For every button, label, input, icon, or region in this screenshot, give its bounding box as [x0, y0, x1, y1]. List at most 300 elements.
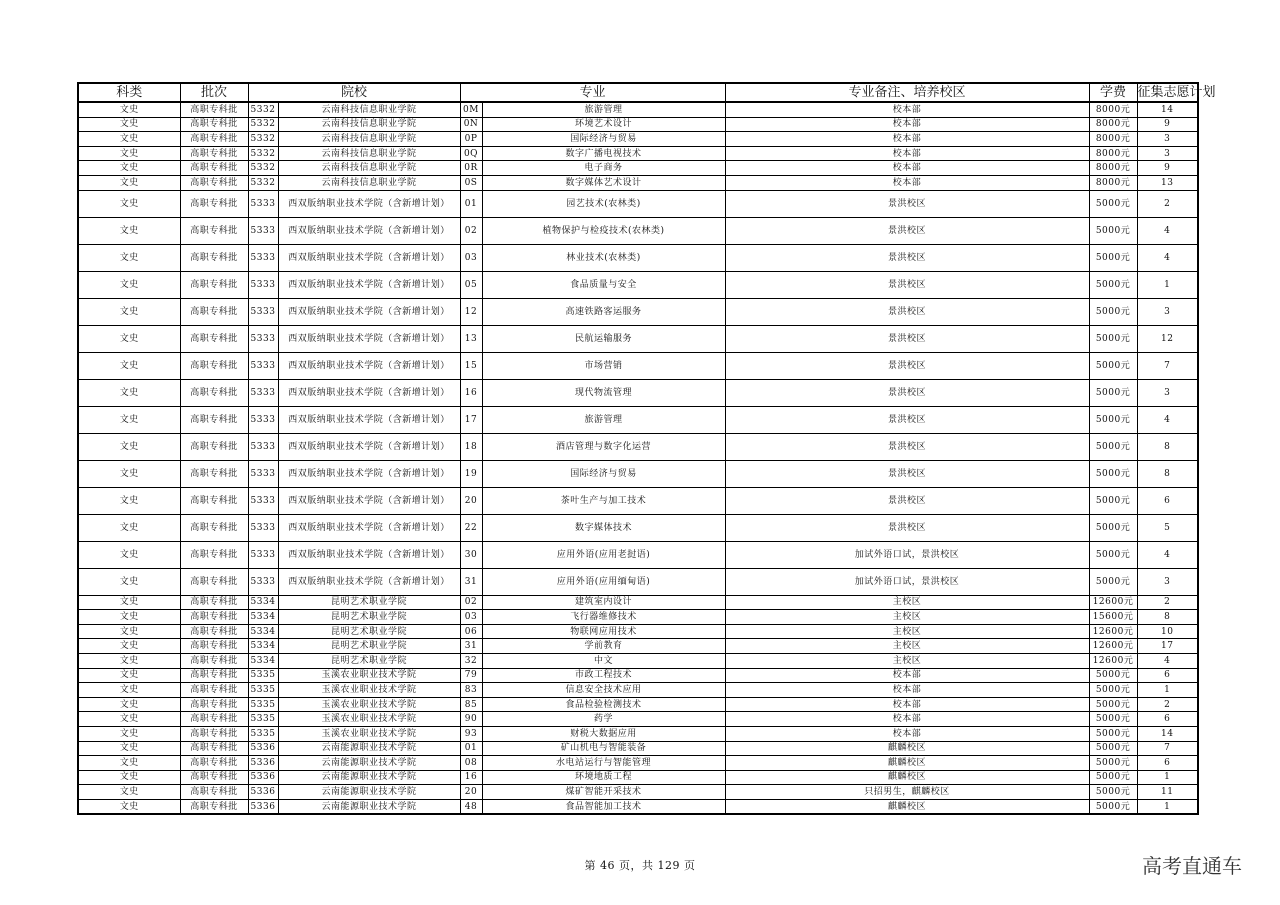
cell-school: 西双版纳职业技术学院（含新增计划） — [278, 298, 460, 325]
cell-school-code: 5332 — [248, 117, 278, 132]
cell-major: 电子商务 — [482, 161, 725, 176]
table-row — [78, 595, 1198, 610]
cell-subject: 文史 — [78, 610, 180, 625]
cell-subject: 文史 — [78, 697, 180, 712]
table-row — [78, 514, 1198, 541]
cell-batch: 高职专科批 — [180, 568, 248, 595]
header-batch: 批次 — [180, 83, 248, 102]
cell-school-code: 5335 — [248, 683, 278, 698]
cell-school: 西双版纳职业技术学院（含新增计划） — [278, 514, 460, 541]
cell-note: 加试外语口试，景洪校区 — [725, 541, 1089, 568]
cell-subject: 文史 — [78, 190, 180, 217]
cell-subject: 文史 — [78, 406, 180, 433]
cell-school: 玉溪农业职业技术学院 — [278, 726, 460, 741]
cell-note: 景洪校区 — [725, 406, 1089, 433]
cell-major: 旅游管理 — [482, 102, 725, 117]
table-row — [78, 161, 1198, 176]
cell-batch: 高职专科批 — [180, 217, 248, 244]
cell-major-code: 48 — [460, 799, 482, 814]
cell-major: 现代物流管理 — [482, 379, 725, 406]
cell-batch: 高职专科批 — [180, 683, 248, 698]
cell-school: 玉溪农业职业技术学院 — [278, 668, 460, 683]
cell-school-code: 5333 — [248, 379, 278, 406]
cell-subject: 文史 — [78, 726, 180, 741]
cell-school-code: 5332 — [248, 102, 278, 117]
cell-major: 应用外语(应用老挝语) — [482, 541, 725, 568]
cell-school: 西双版纳职业技术学院（含新增计划） — [278, 325, 460, 352]
cell-subject: 文史 — [78, 102, 180, 117]
cell-subject: 文史 — [78, 668, 180, 683]
cell-note: 校本部 — [725, 175, 1089, 190]
cell-plan: 2 — [1137, 697, 1198, 712]
cell-school-code: 5336 — [248, 799, 278, 814]
table-row — [78, 785, 1198, 800]
cell-batch: 高职专科批 — [180, 379, 248, 406]
cell-note: 景洪校区 — [725, 460, 1089, 487]
cell-major-code: 20 — [460, 785, 482, 800]
table-row — [78, 741, 1198, 756]
cell-school-code: 5333 — [248, 271, 278, 298]
table-row — [78, 433, 1198, 460]
table-row — [78, 610, 1198, 625]
table-row — [78, 624, 1198, 639]
table-row — [78, 190, 1198, 217]
cell-fee: 5000元 — [1089, 568, 1137, 595]
cell-plan: 8 — [1137, 433, 1198, 460]
cell-note: 麒麟校区 — [725, 799, 1089, 814]
table-row — [78, 325, 1198, 352]
table-row — [78, 541, 1198, 568]
cell-fee: 5000元 — [1089, 741, 1137, 756]
cell-major: 酒店管理与数字化运营 — [482, 433, 725, 460]
cell-major-code: 93 — [460, 726, 482, 741]
cell-school: 云南能源职业技术学院 — [278, 770, 460, 785]
cell-major: 中文 — [482, 653, 725, 668]
cell-major: 飞行器维修技术 — [482, 610, 725, 625]
cell-plan: 7 — [1137, 741, 1198, 756]
cell-fee: 8000元 — [1089, 161, 1137, 176]
cell-batch: 高职专科批 — [180, 102, 248, 117]
table-row — [78, 697, 1198, 712]
cell-school-code: 5333 — [248, 190, 278, 217]
cell-plan: 6 — [1137, 668, 1198, 683]
cell-school-code: 5334 — [248, 610, 278, 625]
header-school: 院校 — [248, 83, 460, 102]
cell-school-code: 5333 — [248, 541, 278, 568]
cell-note: 景洪校区 — [725, 244, 1089, 271]
cell-plan: 6 — [1137, 487, 1198, 514]
cell-fee: 5000元 — [1089, 756, 1137, 771]
cell-fee: 5000元 — [1089, 325, 1137, 352]
watermark-logo-text: 高考直通车 — [1142, 854, 1242, 878]
cell-school-code: 5332 — [248, 175, 278, 190]
cell-subject: 文史 — [78, 653, 180, 668]
cell-subject: 文史 — [78, 217, 180, 244]
cell-batch: 高职专科批 — [180, 298, 248, 325]
cell-batch: 高职专科批 — [180, 175, 248, 190]
cell-school: 西双版纳职业技术学院（含新增计划） — [278, 568, 460, 595]
table-row — [78, 406, 1198, 433]
table-row — [78, 217, 1198, 244]
header-plan: 征集志愿计划 — [1137, 85, 1216, 100]
cell-plan: 12 — [1137, 325, 1198, 352]
cell-major-code: 85 — [460, 697, 482, 712]
cell-subject: 文史 — [78, 624, 180, 639]
cell-major-code: 0P — [460, 132, 482, 147]
table-row — [78, 726, 1198, 741]
cell-fee: 8000元 — [1089, 102, 1137, 117]
table-row — [78, 756, 1198, 771]
cell-fee: 5000元 — [1089, 799, 1137, 814]
cell-batch: 高职专科批 — [180, 433, 248, 460]
cell-plan: 5 — [1137, 514, 1198, 541]
cell-note: 景洪校区 — [725, 298, 1089, 325]
cell-major: 林业技术(农林类) — [482, 244, 725, 271]
cell-batch: 高职专科批 — [180, 726, 248, 741]
cell-major-code: 16 — [460, 379, 482, 406]
table-row — [78, 132, 1198, 147]
table-header-row — [78, 83, 1198, 102]
cell-fee: 5000元 — [1089, 514, 1137, 541]
cell-plan: 7 — [1137, 352, 1198, 379]
cell-school: 西双版纳职业技术学院（含新增计划） — [278, 406, 460, 433]
table-row — [78, 653, 1198, 668]
cell-subject: 文史 — [78, 117, 180, 132]
cell-school: 西双版纳职业技术学院（含新增计划） — [278, 271, 460, 298]
cell-plan: 9 — [1137, 161, 1198, 176]
cell-note: 景洪校区 — [725, 379, 1089, 406]
cell-subject: 文史 — [78, 244, 180, 271]
cell-fee: 5000元 — [1089, 683, 1137, 698]
cell-subject: 文史 — [78, 325, 180, 352]
cell-note: 校本部 — [725, 161, 1089, 176]
table-row — [78, 799, 1198, 814]
cell-fee: 8000元 — [1089, 132, 1137, 147]
cell-major-code: 18 — [460, 433, 482, 460]
cell-fee: 8000元 — [1089, 117, 1137, 132]
cell-plan: 13 — [1137, 175, 1198, 190]
cell-note: 校本部 — [725, 726, 1089, 741]
cell-fee: 12600元 — [1089, 595, 1137, 610]
cell-major-code: 30 — [460, 541, 482, 568]
cell-batch: 高职专科批 — [180, 146, 248, 161]
cell-plan: 3 — [1137, 568, 1198, 595]
cell-batch: 高职专科批 — [180, 741, 248, 756]
cell-school-code: 5335 — [248, 697, 278, 712]
cell-major: 矿山机电与智能装备 — [482, 741, 725, 756]
cell-subject: 文史 — [78, 271, 180, 298]
cell-school-code: 5336 — [248, 756, 278, 771]
cell-batch: 高职专科批 — [180, 770, 248, 785]
cell-batch: 高职专科批 — [180, 244, 248, 271]
table-row — [78, 244, 1198, 271]
cell-note: 麒麟校区 — [725, 770, 1089, 785]
cell-note: 校本部 — [725, 132, 1089, 147]
cell-fee: 12600元 — [1089, 624, 1137, 639]
cell-major: 建筑室内设计 — [482, 595, 725, 610]
cell-school-code: 5333 — [248, 406, 278, 433]
cell-school: 云南能源职业技术学院 — [278, 741, 460, 756]
cell-note: 主校区 — [725, 653, 1089, 668]
cell-plan: 3 — [1137, 379, 1198, 406]
cell-major-code: 03 — [460, 610, 482, 625]
header-major: 专业 — [460, 83, 725, 102]
cell-subject: 文史 — [78, 568, 180, 595]
cell-plan: 2 — [1137, 190, 1198, 217]
cell-fee: 12600元 — [1089, 639, 1137, 654]
table-row — [78, 568, 1198, 595]
cell-note: 只招男生，麒麟校区 — [725, 785, 1089, 800]
cell-plan: 6 — [1137, 712, 1198, 727]
cell-fee: 5000元 — [1089, 460, 1137, 487]
table-row — [78, 712, 1198, 727]
table-row — [78, 175, 1198, 190]
cell-plan: 1 — [1137, 770, 1198, 785]
cell-major-code: 31 — [460, 568, 482, 595]
cell-major-code: 83 — [460, 683, 482, 698]
cell-major-code: 08 — [460, 756, 482, 771]
cell-school-code: 5335 — [248, 668, 278, 683]
cell-school-code: 5332 — [248, 146, 278, 161]
cell-school: 西双版纳职业技术学院（含新增计划） — [278, 352, 460, 379]
cell-major-code: 16 — [460, 770, 482, 785]
cell-note: 麒麟校区 — [725, 741, 1089, 756]
cell-batch: 高职专科批 — [180, 487, 248, 514]
cell-batch: 高职专科批 — [180, 271, 248, 298]
cell-fee: 8000元 — [1089, 146, 1137, 161]
cell-plan: 6 — [1137, 756, 1198, 771]
cell-note: 校本部 — [725, 683, 1089, 698]
cell-note: 景洪校区 — [725, 514, 1089, 541]
cell-batch: 高职专科批 — [180, 117, 248, 132]
cell-major-code: 22 — [460, 514, 482, 541]
cell-major: 食品智能加工技术 — [482, 799, 725, 814]
cell-plan: 11 — [1137, 785, 1198, 800]
table-row — [78, 352, 1198, 379]
cell-major: 学前教育 — [482, 639, 725, 654]
cell-major-code: 13 — [460, 325, 482, 352]
cell-school: 云南科技信息职业学院 — [278, 175, 460, 190]
header-note: 专业备注、培养校区 — [725, 83, 1089, 102]
table-row — [78, 298, 1198, 325]
cell-subject: 文史 — [78, 132, 180, 147]
cell-major: 国际经济与贸易 — [482, 460, 725, 487]
cell-plan: 3 — [1137, 146, 1198, 161]
cell-batch: 高职专科批 — [180, 639, 248, 654]
cell-fee: 5000元 — [1089, 726, 1137, 741]
cell-school-code: 5333 — [248, 433, 278, 460]
cell-batch: 高职专科批 — [180, 325, 248, 352]
cell-school: 西双版纳职业技术学院（含新增计划） — [278, 190, 460, 217]
cell-fee: 5000元 — [1089, 271, 1137, 298]
table-row — [78, 102, 1198, 117]
cell-major: 财税大数据应用 — [482, 726, 725, 741]
cell-subject: 文史 — [78, 460, 180, 487]
cell-school-code: 5334 — [248, 639, 278, 654]
cell-major: 茶叶生产与加工技术 — [482, 487, 725, 514]
table-row — [78, 683, 1198, 698]
cell-school-code: 5333 — [248, 217, 278, 244]
cell-note: 校本部 — [725, 712, 1089, 727]
cell-school-code: 5333 — [248, 460, 278, 487]
cell-school: 西双版纳职业技术学院（含新增计划） — [278, 541, 460, 568]
cell-subject: 文史 — [78, 352, 180, 379]
cell-fee: 5000元 — [1089, 379, 1137, 406]
cell-plan: 10 — [1137, 624, 1198, 639]
cell-note: 校本部 — [725, 102, 1089, 117]
cell-plan: 2 — [1137, 595, 1198, 610]
cell-subject: 文史 — [78, 175, 180, 190]
cell-note: 校本部 — [725, 117, 1089, 132]
cell-batch: 高职专科批 — [180, 514, 248, 541]
cell-note: 主校区 — [725, 639, 1089, 654]
cell-plan: 14 — [1137, 102, 1198, 117]
cell-note: 麒麟校区 — [725, 756, 1089, 771]
cell-plan: 1 — [1137, 683, 1198, 698]
cell-major: 煤矿智能开采技术 — [482, 785, 725, 800]
cell-major-code: 05 — [460, 271, 482, 298]
cell-major: 园艺技术(农林类) — [482, 190, 725, 217]
cell-school: 云南能源职业技术学院 — [278, 785, 460, 800]
cell-major: 民航运输服务 — [482, 325, 725, 352]
cell-note: 景洪校区 — [725, 352, 1089, 379]
cell-subject: 文史 — [78, 756, 180, 771]
cell-school: 西双版纳职业技术学院（含新增计划） — [278, 487, 460, 514]
cell-major: 物联网应用技术 — [482, 624, 725, 639]
cell-major-code: 06 — [460, 624, 482, 639]
page-number: 第 46 页，共 129 页 — [584, 859, 696, 872]
cell-major-code: 31 — [460, 639, 482, 654]
cell-major: 药学 — [482, 712, 725, 727]
cell-plan: 8 — [1137, 460, 1198, 487]
cell-major: 国际经济与贸易 — [482, 132, 725, 147]
cell-school-code: 5336 — [248, 770, 278, 785]
cell-plan: 1 — [1137, 799, 1198, 814]
cell-school-code: 5333 — [248, 298, 278, 325]
cell-batch: 高职专科批 — [180, 132, 248, 147]
cell-school: 玉溪农业职业技术学院 — [278, 697, 460, 712]
cell-major-code: 01 — [460, 741, 482, 756]
cell-school-code: 5336 — [248, 785, 278, 800]
cell-subject: 文史 — [78, 541, 180, 568]
cell-note: 主校区 — [725, 610, 1089, 625]
cell-subject: 文史 — [78, 595, 180, 610]
cell-major-code: 12 — [460, 298, 482, 325]
cell-plan: 14 — [1137, 726, 1198, 741]
cell-major: 食品质量与安全 — [482, 271, 725, 298]
cell-school: 玉溪农业职业技术学院 — [278, 683, 460, 698]
cell-subject: 文史 — [78, 770, 180, 785]
cell-subject: 文史 — [78, 785, 180, 800]
cell-school: 昆明艺术职业学院 — [278, 624, 460, 639]
cell-school: 玉溪农业职业技术学院 — [278, 712, 460, 727]
cell-school-code: 5333 — [248, 487, 278, 514]
table-row — [78, 460, 1198, 487]
cell-major-code: 19 — [460, 460, 482, 487]
cell-plan: 1 — [1137, 271, 1198, 298]
cell-major-code: 32 — [460, 653, 482, 668]
cell-school-code: 5334 — [248, 624, 278, 639]
cell-batch: 高职专科批 — [180, 190, 248, 217]
cell-plan: 3 — [1137, 132, 1198, 147]
cell-major: 食品检验检测技术 — [482, 697, 725, 712]
cell-major-code: 0N — [460, 117, 482, 132]
cell-batch: 高职专科批 — [180, 624, 248, 639]
cell-major: 应用外语(应用缅甸语) — [482, 568, 725, 595]
cell-major: 数字媒体艺术设计 — [482, 175, 725, 190]
cell-school: 云南能源职业技术学院 — [278, 756, 460, 771]
cell-school: 西双版纳职业技术学院（含新增计划） — [278, 433, 460, 460]
cell-school-code: 5334 — [248, 653, 278, 668]
cell-major-code: 0Q — [460, 146, 482, 161]
cell-fee: 5000元 — [1089, 217, 1137, 244]
cell-plan: 9 — [1137, 117, 1198, 132]
cell-plan: 4 — [1137, 541, 1198, 568]
cell-note: 景洪校区 — [725, 271, 1089, 298]
cell-plan: 3 — [1137, 298, 1198, 325]
cell-note: 加试外语口试，景洪校区 — [725, 568, 1089, 595]
cell-major: 信息安全技术应用 — [482, 683, 725, 698]
cell-school-code: 5334 — [248, 595, 278, 610]
cell-fee: 5000元 — [1089, 298, 1137, 325]
cell-fee: 5000元 — [1089, 406, 1137, 433]
admission-plan-table — [77, 82, 1216, 815]
cell-fee: 5000元 — [1089, 190, 1137, 217]
cell-batch: 高职专科批 — [180, 161, 248, 176]
cell-major-code: 17 — [460, 406, 482, 433]
cell-major: 数字媒体技术 — [482, 514, 725, 541]
cell-school: 昆明艺术职业学院 — [278, 595, 460, 610]
cell-note: 景洪校区 — [725, 433, 1089, 460]
table-row — [78, 639, 1198, 654]
cell-school-code: 5332 — [248, 132, 278, 147]
cell-note: 景洪校区 — [725, 325, 1089, 352]
cell-plan: 4 — [1137, 217, 1198, 244]
cell-note: 景洪校区 — [725, 190, 1089, 217]
table-row — [78, 668, 1198, 683]
cell-major-code: 01 — [460, 190, 482, 217]
cell-subject: 文史 — [78, 298, 180, 325]
cell-major-code: 02 — [460, 217, 482, 244]
cell-major-code: 20 — [460, 487, 482, 514]
cell-school: 昆明艺术职业学院 — [278, 639, 460, 654]
cell-note: 校本部 — [725, 146, 1089, 161]
cell-major: 植物保护与检疫技术(农林类) — [482, 217, 725, 244]
cell-fee: 5000元 — [1089, 697, 1137, 712]
cell-fee: 8000元 — [1089, 175, 1137, 190]
table-row — [78, 271, 1198, 298]
cell-school: 云南科技信息职业学院 — [278, 102, 460, 117]
cell-fee: 5000元 — [1089, 668, 1137, 683]
cell-major: 环境地质工程 — [482, 770, 725, 785]
cell-major-code: 02 — [460, 595, 482, 610]
cell-major: 市场营销 — [482, 352, 725, 379]
cell-subject: 文史 — [78, 799, 180, 814]
cell-batch: 高职专科批 — [180, 352, 248, 379]
cell-fee: 5000元 — [1089, 487, 1137, 514]
cell-subject: 文史 — [78, 433, 180, 460]
cell-major-code: 90 — [460, 712, 482, 727]
cell-plan: 8 — [1137, 610, 1198, 625]
cell-note: 景洪校区 — [725, 487, 1089, 514]
cell-school-code: 5333 — [248, 244, 278, 271]
cell-major: 数字广播电视技术 — [482, 146, 725, 161]
cell-school: 西双版纳职业技术学院（含新增计划） — [278, 379, 460, 406]
cell-major-code: 79 — [460, 668, 482, 683]
cell-school: 西双版纳职业技术学院（含新增计划） — [278, 244, 460, 271]
cell-fee: 5000元 — [1089, 433, 1137, 460]
table-row — [78, 487, 1198, 514]
